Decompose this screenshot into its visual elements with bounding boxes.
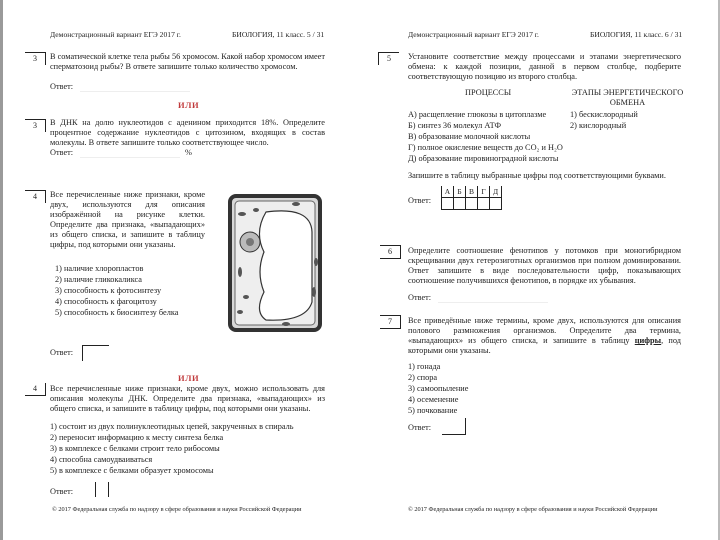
process-item: Б) синтез 36 молекул АТФ <box>408 121 502 130</box>
answer-label: Ответ: <box>50 82 74 91</box>
answer-box[interactable] <box>442 418 466 435</box>
percent-unit: % <box>185 148 192 157</box>
task-5-text: Установите соответствие между процессами и этапами энергетического обмена: к каждой позиции, данной в первом столбце, подберите соответствующую позицию из второго столбца. <box>408 52 681 81</box>
option: 2) наличие гликокаликса <box>55 275 142 284</box>
processes-list <box>408 110 563 165</box>
option: 5) в комплексе с белками образует хромосомы <box>50 466 214 475</box>
task-7-text <box>408 316 681 356</box>
table-header: В <box>466 186 478 198</box>
option: 1) состоит из двух полинуклеотидных цепей, закрученных в спираль <box>50 422 294 431</box>
task-7-options <box>408 362 468 417</box>
table-header: Д <box>490 186 502 198</box>
stages-heading: ЭТАПЫ ЭНЕРГЕТИЧЕСКОГО ОБМЕНА <box>571 88 684 107</box>
page-header-right: БИОЛОГИЯ, 11 класс. 6 / 31 <box>590 30 683 39</box>
option: 4) способность к фагоцитозу <box>55 297 157 306</box>
process-item: Д) образование пировиноградной кислоты <box>408 154 559 163</box>
plant-cell-figure <box>226 192 326 334</box>
table-header: Г <box>478 186 490 198</box>
option: 4) осеменение <box>408 395 459 404</box>
answer-label: Ответ: <box>50 487 74 496</box>
answer-field[interactable] <box>80 157 180 158</box>
task-4-text: Все перечисленные ниже признаки, кроме двух, используются для описания изображённой на рисунке клетки. Определите два признака, «выпадающих» из общего списка, и запишите в таблицу цифры, под которыми они указаны. <box>50 190 205 249</box>
option: 2) спора <box>408 373 438 382</box>
task-4-options <box>55 264 178 319</box>
page-footer: © 2017 Федеральная служба по надзору в сфере образования и науки Российской Федерации <box>408 506 658 513</box>
option: 5) почкование <box>408 406 458 415</box>
or-separator: ИЛИ <box>178 373 200 383</box>
answer-field[interactable] <box>80 91 190 92</box>
page-header-left: Демонстрационный вариант ЕГЭ 2017 г. <box>408 30 539 39</box>
or-separator: ИЛИ <box>178 100 200 110</box>
table-header: Б <box>454 186 466 198</box>
option: 2) переносит информацию к месту синтеза белка <box>50 433 224 442</box>
process-item: А) расщепление глюкозы в цитоплазме <box>408 110 547 119</box>
answer-label: Ответ: <box>408 293 432 302</box>
answer-table <box>441 186 502 210</box>
option: 3) самоопыление <box>408 384 469 393</box>
task-4b-options <box>50 422 294 477</box>
answer-label: Ответ: <box>50 348 74 357</box>
page-footer: © 2017 Федеральная служба по надзору в сфере образования и науки Российской Федерации <box>52 506 302 513</box>
task-6-text: Определите соотношение фенотипов у потомков при моногибридном скрещивании двух гетерозиготных организмов при полном доминировании. Ответ запишите в виде последовательности цифр, показывающих соотношение получившихся фенотипов, в порядке их убывания. <box>408 246 681 285</box>
answer-label: Ответ: <box>50 148 74 157</box>
page-header-left: Демонстрационный вариант ЕГЭ 2017 г. <box>50 30 181 39</box>
answer-label: Ответ: <box>408 423 432 432</box>
answer-label: Ответ: <box>408 196 432 205</box>
task-4b-text: Все перечисленные ниже признаки, кроме двух, можно использовать для описания молекулы ДНК. Определите два признака, «выпадающих» из общего списка, и запишите в таблицу цифры, под которыми они указаны. <box>50 384 325 413</box>
stages-list <box>570 110 638 132</box>
answer-cell[interactable] <box>478 198 490 210</box>
option: 1) гонада <box>408 362 441 371</box>
answer-cell[interactable] <box>466 198 478 210</box>
processes-heading: ПРОЦЕССЫ <box>465 88 512 97</box>
task-number: 6 <box>380 245 401 259</box>
answer-cell[interactable] <box>442 198 454 210</box>
task-7-text-part: , под которыми они указаны. <box>408 336 681 355</box>
option: 3) в комплексе с белками строит тело рибосомы <box>50 444 220 453</box>
answer-cell[interactable] <box>490 198 502 210</box>
answer-box[interactable] <box>82 345 109 361</box>
process-item: В) образование молочной кислоты <box>408 132 531 141</box>
task-number: 5 <box>378 52 399 65</box>
stage-item: 1) бескислородный <box>570 110 638 119</box>
table-header: А <box>442 186 454 198</box>
answer-field[interactable] <box>438 302 548 303</box>
answer-cell[interactable] <box>454 198 466 210</box>
option: 5) способность к биосинтезу белка <box>55 308 179 317</box>
stage-item: 2) кислородный <box>570 121 627 130</box>
task-3b-text: В ДНК на долю нуклеотидов с аденином приходится 18%. Определите процентное содержание нуклеотидов с цитозином, входящих в состав молекулы. В ответе запишите только соответствующее число. <box>50 118 325 147</box>
task-number: 3 <box>25 52 46 65</box>
option: 1) наличие хлоропластов <box>55 264 144 273</box>
task-number: 7 <box>380 315 401 329</box>
task-number: 4 <box>25 383 46 396</box>
task-5-instruction: Запишите в таблицу выбранные цифры под соответствующими буквами. <box>408 171 666 180</box>
task-number: 4 <box>25 190 46 203</box>
process-item: Г) полное окисление веществ до CO₂ и H₂O <box>408 143 563 152</box>
task-number: 3 <box>25 119 46 132</box>
answer-box[interactable] <box>95 482 109 497</box>
page-header-right: БИОЛОГИЯ, 11 класс. 5 / 31 <box>232 30 325 39</box>
task-3-text: В соматической клетке тела рыбы 56 хромосом. Какой набор хромосом имеет сперматозоид рыбы? В ответе запишите только количество хромосом. <box>50 52 325 71</box>
option: 3) способность к фотосинтезу <box>55 286 162 295</box>
task-7-text-part: Все приведённые ниже термины, кроме двух, используются для описания полового размножения организмов. Определите два термина, «выпадающих» из общего списка, и запишите в таблицу <box>408 316 681 345</box>
task-7-emphasis: цифры <box>634 336 662 345</box>
option: 4) способна самоудваиваться <box>50 455 153 464</box>
viewer-left-edge <box>0 0 3 540</box>
